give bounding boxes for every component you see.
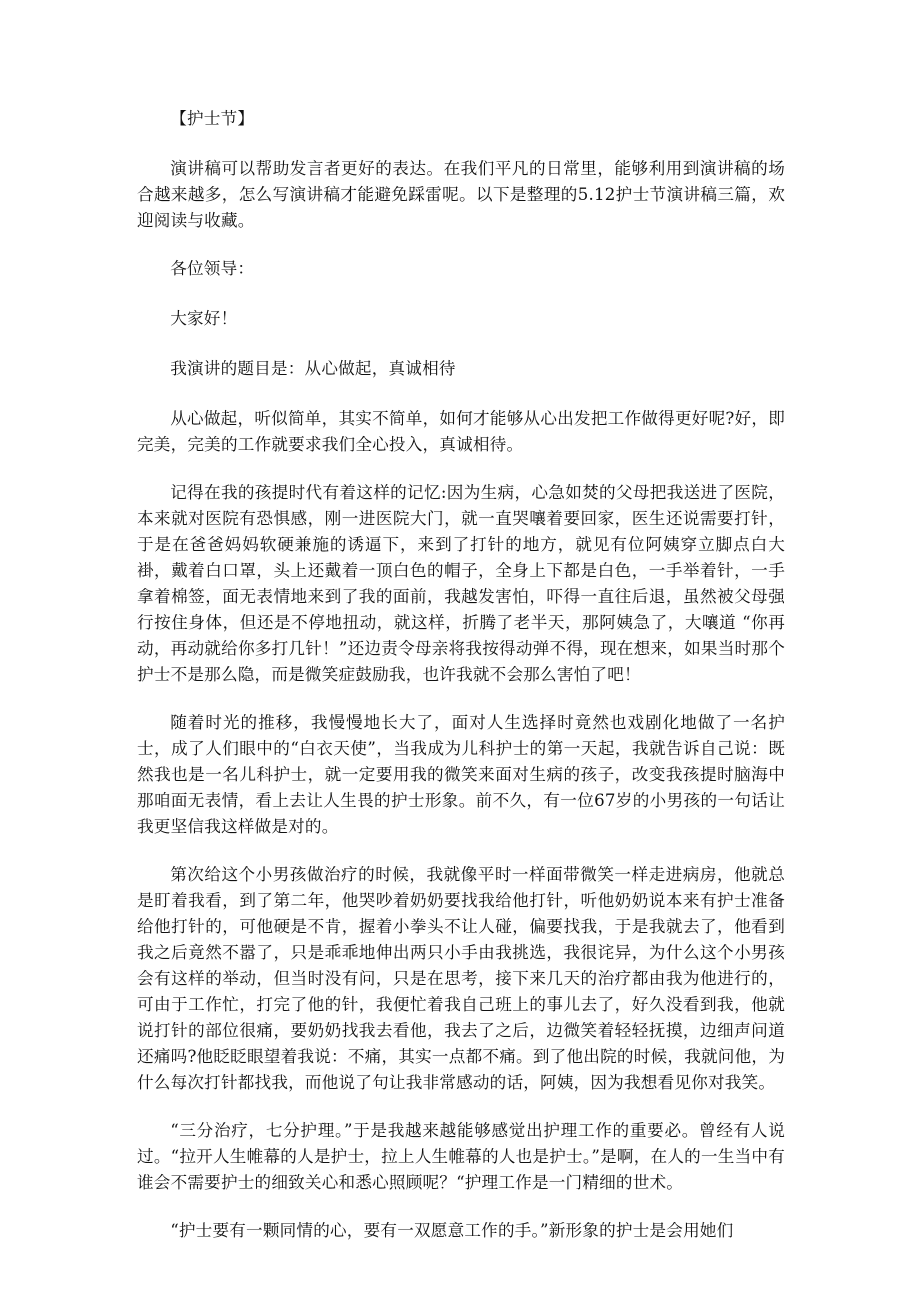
body-paragraph: “护士要有一颗同情的心，要有一双愿意工作的手。”新形象的护士是会用她们 [170,1221,734,1240]
body-paragraph: 随着时光的推移，我慢慢地长大了，面对人生选择时竟然也戏剧化地做了一名护士，成了人们眼中的“白衣天使”，当我成为儿科护士的第一天起，我就告诉自己说：既然我也是一名儿科护士，就一定要用我的微笑来面对生病的孩子，改变我孩提时脑海中那咱面无表情，看上去让人生畏的护士形象。前不久，有一位67岁的小男孩的一句话让我更坚信我这样做是对的。 [137,713,785,836]
salutation-leaders: 各位领导： [170,259,255,278]
speech-topic: 我演讲的题目是：从心做起，真诚相待 [170,359,456,378]
document-page [137,106,785,1266]
body-paragraph: 第次给这个小男孩做治疗的时候，我就像平时一样面带微笑一样走进病房，他就总是盯着我看，到了第二年，他哭吵着奶奶要找我给他打针，听他奶奶说本来有护士准备给他打针的，可他硬是不肯，握着小拳头不让人碰，偏要找我，于是我就去了，他看到我之后竟然不嚣了，只是乖乖地伸出两只小手由我挑选，我很诧异，为什么这个小男孩会有这样的举动，但当时没有问，只是在思考，接下来几天的治疗都由我为他进行的，可由于工作忙，打完了他的针，我便忙着我自己班上的事儿去了，好久没看到我，他就说打针的部位很痛，要奶奶找我去看他，我去了之后，边微笑着轻轻抚摸，边细声问道还痛吗?他眨眨眼望着我说：不痛，其实一点都不痛。到了他出院的时候，我就问他，为什么每次打针都找我，而他说了句让我非常感动的话，阿姨，因为我想看见你对我笑。 [137,865,785,1092]
body-paragraph: 从心做起，听似简单，其实不简单，如何才能够从心出发把工作做得更好呢?好，即完美，完美的工作就要求我们全心投入，真诚相待。 [137,409,785,454]
salutation-everyone: 大家好！ [170,309,238,328]
document-heading: 【护士节】 [170,109,255,128]
intro-paragraph: 演讲稿可以帮助发言者更好的表达。在我们平凡的日常里，能够利用到演讲稿的场合越来越多，怎么写演讲稿才能避免踩雷呢。以下是整理的5.12护士节演讲稿三篇，欢迎阅读与收藏。 [137,159,785,230]
body-paragraph: 记得在我的孩提时代有着这样的记忆:因为生病，心急如焚的父母把我送进了医院，本来就对医院有恐惧感，刚一进医院大门，就一直哭嚷着要回家，医生还说需要打针，于是在爸爸妈妈软硬兼施的诱逼下，来到了打针的地方，就见有位阿姨穿立脚点白大褂，戴着白口罩，头上还戴着一顶白色的帽子，全身上下都是白色，一手举着针，一手拿着棉签，面无表情地来到了我的面前，我越发害怕，吓得一直往后退，虽然被父母强行按住身体，但还是不停地扭动，就这样，折腾了老半天，那阿姨急了，大嚷道 “你再动，再动就给你多打几针！”还边责令母亲将我按得动弹不得，现在想来，如果当时那个护士不是那么隐，而是微笑症鼓励我，也许我就不会那么害怕了吧！ [137,483,785,684]
body-paragraph: “三分治疗，七分护理。”于是我越来越能够感觉出护理工作的重要必。曾经有人说过。“拉开人生帷幕的人是护士，拉上人生帷幕的人也是护士。”是啊，在人的一生当中有谁会不需要护士的细致关心和悉心照顾呢？“护理工作是一门精细的世术。 [137,1121,785,1192]
